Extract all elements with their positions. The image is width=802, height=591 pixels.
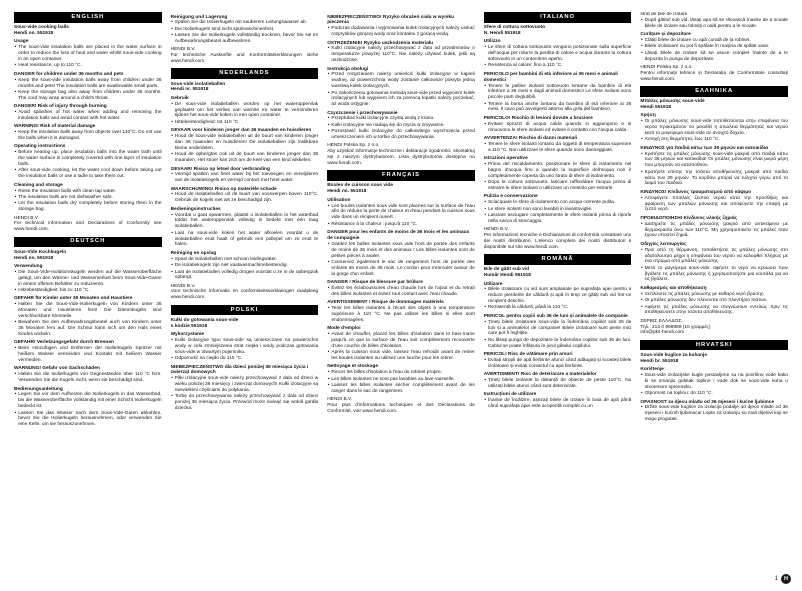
bullet-item: • Podczas dodawania i wyjmowania kulek izolacyjnych należy unikać rozprysków gorącej wody oraz kontaktu z gorącą wodą. xyxy=(327,26,475,38)
bullet-item: • Οι μπάλες μόνωσης δεν πλένονται στο πλυντήριο πιάτων. xyxy=(640,298,788,304)
continued-text: Pour plus d'informations techniques et des Déclarations de Conformité, voir www.hendi.com. xyxy=(327,403,475,414)
language-header: POLSKI xyxy=(171,305,319,316)
paragraph: HENDI Polska Sp. z o.o. xyxy=(640,64,693,70)
bullet-item: • Αφήστε τις μπάλες μόνωσης να στεγνώσουν εντελώς πριν τις αποθηκεύσετε στην τσάντα αποθήκευσης. xyxy=(640,305,788,317)
section-heading: Verwendung xyxy=(14,263,43,269)
bullet-list xyxy=(327,26,475,38)
language-header: NEDERLANDS xyxy=(171,68,319,79)
bullet-list xyxy=(327,370,475,395)
bullet-list xyxy=(327,306,475,324)
bullet-list xyxy=(171,102,319,126)
section-heading: AVERTISMENT! Risc de deteriorare a materialelor xyxy=(483,372,597,378)
bullet-item: • Κρατήστε τις μπάλες μόνωσης sous-vide μακριά από παιδιά κάτω των 36 μηνών και κατοικίδια! Οι μπάλες μόνωσης είναι μικρά μέρη που μπορούν να καταποθούν. xyxy=(640,152,788,170)
bullet-item: • Kulki izolacyjne typu sous-vide są umieszczane na powierzchni wody w celu zmniejszenia strat ciepła i wody podczas gotowania sous-vide w otwartym pojemniku. xyxy=(171,338,319,356)
product-title-line: Sfere di cottura sottovuoto xyxy=(483,25,546,31)
product-title-line: Hendi br. 551918 xyxy=(640,358,679,364)
bullet-item: • Laat de isolatieballen volledig drogen voordat u ze in de opbergzak opbergt. xyxy=(171,270,319,282)
section-heading: Pulizia e conservazione xyxy=(483,194,538,200)
section-heading: DANGER pour les enfants de moins de 36 mois et les animaux de compagnie xyxy=(327,230,470,241)
page-number: 1 xyxy=(774,576,778,582)
bullet-item: • De isolatiekogels zijn niet vaatwasmachinebestendig. xyxy=(171,263,319,269)
section-heading: Bedienungsanleitung xyxy=(14,386,63,392)
section-heading: Utilisation xyxy=(327,197,351,203)
bullet-list xyxy=(14,150,162,180)
bullet-item: • Halten Sie die Sous-Vide-Isolierkugeln von Kindern unter 36 Monaten und Haustieren fern! Die Dämmkugeln sind verschluckbare Kleinteile. xyxy=(14,302,162,320)
bullet-item: • Le sfere di cottura sottovuoto vengono posizionate sulla superficie dell'acqua per ridurre la perdita di calore e acqua durante la cottura sottovuoto in un contenitore aperto. xyxy=(484,45,632,63)
bullet-list xyxy=(484,162,632,192)
bullet-item: • Tenere le sfere isolanti lontano da oggetti di temperatura superiore a 110 °C. Non utilizzare le sfere quando sono danneggiate. xyxy=(484,142,632,154)
bullet-item: • Clătiți bilele de izolare cu apă curată de la robinet. xyxy=(640,38,788,44)
bullet-item: • Piłki izolacyjne sous-vide należy przechowywać z dala od dzieci w wieku poniżej 36 miesięcy i zwierząt domowych! Kulki izolacyjne są niewielkimi częściami do połykania. xyxy=(171,376,319,394)
bullet-item: • After sous-vide cooking, let the water cool down before taking out the insulation balls or use a ladle to take them out. xyxy=(14,168,162,180)
bullet-item: • Μετά το μαγείρεμα sous-vide, αφήστε το νερό να κρυώσει πριν βγάλετε τις μπάλες μόνωσης ή χρησιμοποιήστε μια κουτάλα για να τις βγάλετε. xyxy=(640,266,788,284)
section-heading: Utilizare xyxy=(483,281,503,287)
bullet-item: • Gardez les balles isolantes sous vide hors de portée des enfants de moins de 36 mois et des animaux ! Les billes isolantes sont de petites pièces à avaler. xyxy=(327,242,475,260)
section-heading: Οδηγίες λειτουργίας xyxy=(640,241,687,247)
bullet-item: • Αντοχή στη θερμότητα, έως 110 °C. xyxy=(640,137,788,143)
product-title-line: Sous-vide isolatieballen xyxy=(170,81,226,87)
section-heading: ΠΡΟΕΙΔΟΠΟΙΗΣΗ! Κίνδυνος υλικής ζημιάς xyxy=(640,215,738,221)
bullet-item: • Houd de sous-vide isolatieballen uit de buurt van kinderen jonger dan 36 maanden en huisdieren! De isolatieballen zijn inslikbare kleine onderdelen. xyxy=(171,134,319,152)
product-title-line: Hendi no. 551918 xyxy=(14,30,54,36)
bullet-list xyxy=(484,287,632,311)
bullet-item: • Lassen Sie die Isolierkugeln vollständig trocknen, bevor Sie sie im Aufbewahrungsbeutel aufbewahren. xyxy=(171,33,319,45)
bullet-list xyxy=(14,78,162,102)
bullet-list xyxy=(14,130,162,142)
section-heading: AVERTISSEMENT ! Risque de dommages matériels xyxy=(327,300,444,306)
language-header: ΕΛΛΗΝΙΚΑ xyxy=(640,86,788,97)
bullet-item: • Evitare spruzzi di acqua calda quando si aggiungono e si rimuovono le sfere isolanti ed evitare il contatto con l'acqua calda. xyxy=(484,122,632,134)
bullet-item: • Laat na sous-vide koken het water afkoelen voordat u de isolatieballen eruit haalt of gebruik een pollepel om ze eruit te halen. xyxy=(171,231,319,249)
section-heading: Utilizzo xyxy=(483,39,501,45)
continued-text: Per informazioni tecniche e Dichiarazioni di conformità contattare uno dei nostri distributori. L'elenco completo dei nostri distributori è disponibile sul sito www.hendi.com. xyxy=(483,233,632,250)
bullet-item: • Lasciare asciugare completamente le sfere isolanti prima di riporle nella sacca di stoccaggio. xyxy=(484,213,632,225)
bullet-item: • Lăsați bilele de izolare să se usuce complet înainte de a le depozita în punga de depozitare. xyxy=(640,51,788,63)
bullet-item: • Prima del riscaldamento, posizionare le sfere di isolamento nel bagno d'acqua fino a quando la superficie dell'acqua non è completamente coperta da uno strato di sfere di isolamento. xyxy=(484,162,632,180)
bullet-list xyxy=(171,257,319,282)
bullet-list xyxy=(14,189,162,214)
bullet-list xyxy=(640,119,788,143)
bullet-item: • Nu lăsați punga de depozitare la îndemâna copiilor sub 36 de luni. Cablul se poate înfășura în jurul gâtului copilului. xyxy=(484,338,632,350)
product-title-line: Μπάλες μόνωσης sous-vide xyxy=(640,99,705,105)
section-heading: Χρήση xyxy=(640,113,656,119)
bullet-item: • Pozostawić kulki izolacyjne do całkowitego wyschnięcia przed umieszczeniem ich w torbie do przechowywania. xyxy=(327,129,475,141)
bullet-list xyxy=(171,134,319,164)
bullet-list xyxy=(171,172,319,184)
section-heading: PERICOLO per bambini di età inferiore ai 36 mesi e animali domestici xyxy=(483,71,618,83)
section-heading: OPASNOST za djecu mlađu od 36 mjeseci i kućne ljubimce xyxy=(640,399,775,405)
bullet-item: • Keep the sous-vide insulation balls away from children under 36 months and pets! The insulation balls are swallowable small parts. xyxy=(14,78,162,90)
bullet-item: • Bilele izolatoare nu pot fi spălate în mașina de spălat vase. xyxy=(640,44,788,50)
product-title-line: Bile de gătit sub vid xyxy=(483,267,530,273)
section-heading: Wykorzystanie xyxy=(170,332,205,338)
bullet-item: • Evitați stropii de apă fierbinte atunci când adăugați și scoateți bilele izolatoare și evitați contactul cu apa fierbinte. xyxy=(484,358,632,370)
bullet-item: • Οι μπάλες μόνωσης sous-vide τοποθετούνται στην επιφάνεια του νερού προκειμένου να μειωθεί η απώλεια θερμότητας και νερού κατά το μαγείρεμα sous-vide σε ανοιχτό δοχείο. xyxy=(640,119,788,137)
bullet-list xyxy=(640,196,788,214)
product-title-line: Hendi nr. 551918 xyxy=(170,87,209,93)
bullet-list xyxy=(14,302,162,338)
bullet-item: • Beim Hinzufügen und Entfernen der Isolierkugeln Spritzer mit heißem Wasser vermeiden und Kontakt mit heißem Wasser vermeiden. xyxy=(14,346,162,364)
product-title-line: o kodzie 551918 xyxy=(170,323,208,329)
product-title-line: Sous-Vide Kochkugeln xyxy=(14,249,67,255)
section-heading: GEVAAR voor kinderen jonger dan 36 maanden en huisdieren xyxy=(170,128,312,134)
bullet-item: • Înainte de încălzire, așezați bilele de izolare în baia de apă până când suprafața apei este acoperită complet cu un xyxy=(484,398,632,410)
manual-column xyxy=(640,12,788,575)
product-title-line: Hendi 551918 xyxy=(640,104,672,110)
section-heading: WAARSCHUWING! Risico op materiële schade xyxy=(170,186,277,192)
bullet-item: • Let the insulation balls dry completely before storing them in the storage bag. xyxy=(14,201,162,213)
section-heading: Curățare și depozitare xyxy=(640,32,691,38)
bullet-item: • Otpornost na toplinu: do 110 °C. xyxy=(640,391,788,397)
bullet-item: • Πριν από τη θέρμανση, τοποθετήστε τις μπάλες μόνωσης στο υδατόλουτρο μέχρι η επιφάνεια του νερού να καλυφθεί πλήρως με ένα στρώμα από μπάλες μόνωσης. xyxy=(640,248,788,266)
section-heading: OSTRZEŻENIE! Ryzyko uszkodzenia materiału xyxy=(327,40,434,46)
bullet-item: • Houd de opbergtas ook uit de buurt van kinderen jonger dan 36 maanden. Het snoer kan zich om de keel van een kind wikkelen. xyxy=(171,152,319,164)
bullet-list xyxy=(484,320,632,350)
manual-column xyxy=(484,12,632,575)
bullet-item: • Spoel de isolatieballen met schoon leidingwater. xyxy=(171,257,319,263)
bullet-item: • Die Sous-Vide-Isolationskugeln werden auf die Wasseroberfläche gelegt, um den Wärme- und Wasserverlust beim Sous-Vide-Garen in einem offenen Behälter zu reduzieren. xyxy=(14,270,162,288)
bullet-list xyxy=(327,116,475,141)
section-heading: DANGER! Risk of injury through burning xyxy=(14,104,107,110)
bullet-item: • Le sfere isolanti non sono lavabili in lavastoviglie. xyxy=(484,207,632,213)
bullet-item: • Sous-vide izolacijske kugle postavljene su na površinu vode kako bi se smanjio gubitak topline i vode dok se sous-vide kuha u otvorenom spremniku. xyxy=(640,373,788,391)
section-heading: PERICOL pentru copiii sub 36 de luni și animalele de companie xyxy=(483,313,628,319)
manual-column xyxy=(14,12,162,575)
product-title-line: Număr Hendi 551918 xyxy=(483,273,531,279)
continued-text: Für technische Auskünfte und Konformitätserklärungen siehe www.hendi.com. xyxy=(170,53,319,65)
product-title-line: Boules de cuisson sous vide xyxy=(327,183,394,189)
section-heading: Reiniging en opslag xyxy=(170,250,217,256)
bullet-list xyxy=(327,204,475,228)
section-heading: WARNING! Risk of material damage xyxy=(14,124,96,130)
bullet-item: • Vermijd spatten van heet water bij het toevoegen en verwijderen van de isolatiekogels en vermijd contact met heet water. xyxy=(171,172,319,184)
language-header: ENGLISH xyxy=(14,12,162,23)
bullet-list xyxy=(171,338,319,362)
continued-text: Voor technische informatie en conformiteitsverklaringen raadpleeg www.hendi.com. xyxy=(170,289,319,301)
language-header: FRANÇAIS xyxy=(327,170,475,181)
bullet-item: • Tenere le palline isolanti sottovuoto lontane da bambini di età inferiore a 36 mesi e dagli animali domestici! Le sfere isolanti sono piccole parti deglutibili. xyxy=(484,84,632,102)
bullet-item: • Résistance à la chaleur : jusqu'à 110 °C. xyxy=(327,222,475,228)
section-heading: Reinigung und Lagerung xyxy=(170,14,228,20)
bullet-item: • Țineți bilele izolatoare sous-vide la îndemâna copiilor sub 36 de luni și a animalelor de companie! Bilele izolatoare sunt piese mici care pot fi înghițite. xyxy=(484,320,632,338)
section-heading: Bedieningsinstructies xyxy=(170,206,221,212)
paragraph: HENDI B.V. xyxy=(483,227,509,233)
bullet-item: • Κρατήστε επίσης την τσάντα αποθήκευσης μακριά από παιδιά κάτω των 36 μηνών. Το κορδόνι μπορεί να τυλιχτεί γύρω από το λαιμό του παιδιού. xyxy=(640,170,788,188)
bullet-item: • Țineți bilele izolante la distanță de obiecte de peste 110°C. Nu utilizați bilele atunci când sunt deteriorate. xyxy=(484,378,632,390)
bullet-list xyxy=(171,376,319,412)
page-footer xyxy=(775,574,791,584)
bullet-item: • Die Isolierkugeln sind nicht spülmaschinenfest. xyxy=(171,27,319,33)
bullet-list xyxy=(171,213,319,249)
bullet-item: • Voordat u gaat opwarmen, plaatst u isolatieballen in het waterbad totdat het wateroppervlak volledig is bedekt met één laag isolatieballen. xyxy=(171,213,319,231)
bullet-item: • Avoid splashes of hot water when adding and removing the insulation balls and avoid contact with hot water. xyxy=(14,110,162,122)
section-heading: Czyszczenie i przechowywanie xyxy=(327,110,398,116)
bullet-item: • Hittebestendigheid: tot 110 °C. xyxy=(171,120,319,126)
bullet-list xyxy=(640,222,788,240)
section-heading: NIEBEZPIECZEŃSTWO! Ryzyko obrażeń ciała w wyniku pieczenia xyxy=(327,14,455,26)
manual-column xyxy=(327,12,475,575)
bullet-list xyxy=(640,292,788,317)
section-heading: PERICOLO! Rischio di lesioni dovute a bruciore xyxy=(483,115,593,121)
continued-text: Pentru informații tehnice și Declarația de Conformitate consultați www.hendi.com. xyxy=(640,70,788,82)
bullet-item: • Les billes isolantes ne sont pas lavables au lave-vaisselle. xyxy=(327,377,475,383)
bullet-item: • Po zakończeniu gotowania metodą sous-vide przed wyjęciem kulek izolacyjnych lub wyjęciem ich za pomocą łopatki należy poczekać, aż woda ostygnie. xyxy=(327,91,475,109)
bullet-item: • Avant de chauffer, placez les billes d'isolation dans le bain-marie jusqu'à ce que la surface de l'eau soit complètement recouverte d'une couche de billes d'isolation. xyxy=(327,332,475,350)
manual-column xyxy=(171,12,319,575)
paragraph: HENDI B.V. xyxy=(14,215,39,221)
bullet-item: • Tenir les billes isolantes à l'écart des objets à une température supérieure à 110 °C. Ne pas utiliser les billes si elles sont endommagées. xyxy=(327,306,475,324)
section-heading: NIEBEZPIECZEŃSTWO dla dzieci poniżej 36 miesiąca życia i zwierząt domowych xyxy=(170,364,309,376)
section-heading: Cleaning and storage xyxy=(14,182,63,188)
bullet-list xyxy=(327,46,475,64)
bullet-item: • Legen Sie vor dem Aufheizen die Isolierkugeln in das Wasserbad, bis die Wasseroberfläche vollständig mit einer Schicht Isolierkugeln bedeckt ist. xyxy=(14,392,162,410)
section-heading: DANGER ! Risque de blessure par brûlure xyxy=(327,280,423,286)
bullet-list xyxy=(484,358,632,370)
section-heading: ΚΙΝΔΥΝΟΣ για παιδιά κάτω των 36 μηνών και κατοικίδια xyxy=(640,145,769,151)
bullet-list xyxy=(14,372,162,384)
product-title-line: Hendi no. 551918 xyxy=(14,255,54,261)
product-title-line: Kulki do gotowania sous-vide xyxy=(170,317,239,323)
bullet-item: • Hitzebeständigkeit: bis zu 110 °C. xyxy=(14,288,162,294)
bullet-list xyxy=(484,45,632,69)
bullet-list xyxy=(171,192,319,204)
section-heading: Usage xyxy=(14,39,29,45)
bullet-item: • Spülen Sie die Isolierkugeln mit sauberem Leitungswasser ab. xyxy=(171,20,319,26)
section-heading: Istruzioni operative xyxy=(483,156,528,162)
bullet-list xyxy=(640,405,788,423)
section-heading: GEFAHR für Kinder unter 36 Monaten und Haustiere xyxy=(14,296,133,302)
bullet-list xyxy=(640,373,788,397)
bullet-list xyxy=(640,38,788,63)
bullet-list xyxy=(484,378,632,390)
section-heading: Gebruik xyxy=(170,95,189,101)
section-heading: DANGER for children under 36 months and pets xyxy=(14,71,124,77)
bullet-item: • Przed rozgrzaniem należy umieścić kulki izolacyjne w kąpieli wodnej, aż powierzchnia wody zostanie całkowicie pokryta jedną warstwą kulek izolacyjnych. xyxy=(327,72,475,90)
bullet-list xyxy=(484,142,632,154)
bullet-item: • Rincer les billes d'isolation à l'eau du robinet propre. xyxy=(327,370,475,376)
bullet-item: • Keep the storage bag also away from children under 36 months. The cord may wrap around a child's throat. xyxy=(14,90,162,102)
section-heading: ΚΙΝΔΥΝΟΣ! Κίνδυνος τραυματισμού από κάψιμο xyxy=(640,189,752,195)
bullet-list xyxy=(327,332,475,362)
bullet-item: • Before heating up, place insulation balls into the water bath until the water surface is completely covered with one layer of insulation balls. xyxy=(14,150,162,168)
product-title-line: Hendi no. 551918 xyxy=(327,189,367,195)
bullet-list xyxy=(14,45,162,69)
bullet-item: • Αποφύγετε πιτσιλιές ζεστού νερού κατά την προσθήκη και αφαίρεση των μπαλών μόνωσης και αποφύγετε την επαφή με ζεστό νερό. xyxy=(640,196,788,214)
bullet-list xyxy=(14,270,162,294)
bullet-item: • Torbę do przechowywania należy przechowywać z dala od dzieci poniżej 36 miesiąca życia. Przewód może owinąć się wokół gardła dziecka. xyxy=(171,394,319,412)
bullet-list xyxy=(640,18,788,30)
bullet-item: • Tenere la borsa anche lontano da bambini di età inferiore ai 36 mesi. Il cavo può avvolgersi attorno alla gola del bambino. xyxy=(484,102,632,114)
bullet-item: • Kulki izolacyjne nie nadają się do mycia w zmywarce. xyxy=(327,123,475,129)
language-header: DEUTSCH xyxy=(14,237,162,248)
bullet-item: • De sous-vide isolatieballen worden op het wateroppervlak geplaatst om het verlies van warmte en water te verminderen tijdens het sous-vide koken in een open container. xyxy=(171,102,319,120)
continued-text: strat de bile de izolare. xyxy=(640,12,689,17)
bullet-item: • Conservez également le sac de rangement hors de portée des enfants de moins de 36 mois. Le cordon peut s'enrouler autour de la gorge d'un enfant. xyxy=(327,260,475,278)
bullet-item: • Držite sous-vide kuglice za izolaciju podalje od djece mlađe od 36 mjeseci i kućnih ljubimaca! Lopte za izolaciju su mali dijelovi koji se mogu progutati. xyxy=(640,405,788,423)
section-heading: Instrukcja obsługi xyxy=(327,66,369,72)
bullet-list xyxy=(171,20,319,45)
product-title-line: N. Hendi 551918 xyxy=(483,30,521,36)
paragraph: HENDI Polska Sp. z o.o. xyxy=(327,143,380,149)
section-heading: Korištenje xyxy=(640,367,664,373)
product-title-line: Sous-vide cooking balls xyxy=(14,25,69,31)
paragraph: HENDI B.V. xyxy=(170,283,196,289)
section-heading: Καθαρισμός και αποθήκευση xyxy=(640,285,707,291)
section-heading: WARNUNG! Gefahr von Sachschäden xyxy=(14,366,100,372)
language-header: HRVATSKI xyxy=(640,340,788,351)
bullet-item: • Houd de isolatieballen uit de buurt van voorwerpen boven 110°C. Gebruik de kogels niet als ze beschadigd zijn. xyxy=(171,192,319,204)
bullet-list xyxy=(640,248,788,284)
section-heading: GEFAHR! Verletzungsgefahr durch Brennen xyxy=(14,340,114,346)
bullet-list xyxy=(14,346,162,364)
paragraph: HENDI B.V. xyxy=(170,47,196,53)
bullet-list xyxy=(327,286,475,298)
continued-text: For technical information and Declarations of Conformity see www.hendi.com. xyxy=(14,221,162,233)
bullet-item: • Bewahren Sie den Aufbewahrungsbeutel auch von Kindern unter 36 Monaten fern auf. Die Schnur kann sich um den Hals eines Kindes wickeln. xyxy=(14,320,162,338)
continued-text: Τηλ.: 213 0 998989 (10 γραμμές) xyxy=(640,324,711,330)
bullet-item: • Sciacquare le sfere di isolamento con acqua corrente pulita. xyxy=(484,200,632,206)
hendi-logo-icon: H xyxy=(781,574,791,584)
bullet-item: • Après la cuisson sous vide, laissez l'eau refroidir avant de retirer les boules isolantes ou utilisez une louche pour les retirer. xyxy=(327,350,475,362)
bullet-item: • Bilele izolatoare cu vid sunt amplasate pe suprafața apei pentru a reduce pierderile de căldură și apă în timp ce gătiți sub vid într-un recipient deschis. xyxy=(484,287,632,305)
section-heading: Nettoyage et stockage xyxy=(327,364,379,370)
language-header: ROMÂNĂ xyxy=(484,254,632,265)
paragraph: HENDI B.V. xyxy=(327,397,353,403)
bullet-item: • Kulki izolacyjne należy przechowywać z dala od przedmiotów o temperaturze powyżej 110°C. Nie należy używać kulek, jeśli są uszkodzone. xyxy=(327,46,475,64)
bullet-list xyxy=(484,84,632,114)
product-title-line: Sous-vide kuglice za kuhanje xyxy=(640,352,708,358)
section-heading: Operating instructions xyxy=(14,144,66,150)
bullet-list xyxy=(640,152,788,188)
manual-columns xyxy=(14,12,788,575)
bullet-item: • Heat resistance, up to 110 °C. xyxy=(14,63,162,69)
continued-text: Aby uzyskać informacje techniczne i deklaracje zgodności, skontaktuj się z naszym dystrybutorem. Lista dystrybutorów dostępna na www.hendi.com. xyxy=(327,149,475,166)
bullet-item: • Keep the insulation balls away from objects over 110°C. Do not use the balls when it is damaged. xyxy=(14,130,162,142)
bullet-item: • The sous-vide insulation balls are placed in the water surface in order to reduce the loss of heat and water whilst sous-vide cooking in an open container. xyxy=(14,45,162,63)
section-heading: Mode d'emploi xyxy=(327,326,361,332)
bullet-item: • Odporność na ciepło do 110 °C. xyxy=(171,356,319,362)
section-heading: AVVERTENZA! Rischio di danni materiali xyxy=(483,136,577,142)
bullet-item: • Évitez les éclaboussures d'eau chaude lors de l'ajout et du retrait des billes isolantes et évitez tout contact avec l'eau chaude. xyxy=(327,286,475,298)
bullet-list xyxy=(327,242,475,278)
bullet-item: • Ξεπλύνετε τις μπάλες μόνωσης με καθαρό νερό βρύσης. xyxy=(640,292,788,298)
bullet-list xyxy=(484,398,632,410)
bullet-list xyxy=(484,200,632,225)
continued-text: info@pks-hendi.com xyxy=(640,330,685,336)
bullet-item: • Rinse the insulation balls with clean tap water. xyxy=(14,189,162,195)
bullet-list xyxy=(14,392,162,428)
bullet-item: • Lassen Sie das Wasser nach dem Sous-Vide-Garen abkühlen, bevor Sie die Isolierkugeln herausnehmen, oder verwenden Sie eine Kelle, um sie herauszunehmen. xyxy=(14,411,162,429)
bullet-item: • Resistenza al calore: fino a 110 °C. xyxy=(484,63,632,69)
bullet-item: • Halten Sie die Isolierkugeln von Gegenständen über 110 °C fern. Verwenden Sie die Kugeln nicht, wenn sie beschädigt sind. xyxy=(14,372,162,384)
bullet-item: • Dopo la cottura sottovuoto, lasciare raffreddare l'acqua prima di estrarre le sfere isolanti o utilizzare un mestolo per estrarle. xyxy=(484,180,632,192)
bullet-list xyxy=(484,122,632,134)
bullet-item: • Laissez les billes isolantes sécher complètement avant de les ranger dans le sac de rangement. xyxy=(327,383,475,395)
bullet-item: • Przepłukać kulki izolacyjne czystą wodą z kranu. xyxy=(327,116,475,122)
bullet-item: • Rezistență la căldură, până la 110 °C. xyxy=(484,305,632,311)
bullet-list xyxy=(327,72,475,108)
section-heading: PERICOL! Risc de vătămare prin arsuri xyxy=(483,352,573,358)
bullet-item: • The insulation balls are not dishwasher safe. xyxy=(14,195,162,201)
section-heading: GEVAAR! Risico op letsel door verbranding xyxy=(170,166,270,172)
bullet-list xyxy=(14,110,162,122)
paragraph: ΣΕΡΒΙΣ ΕΛΛΑΔΟΣ: xyxy=(640,318,683,324)
bullet-item: • Διατηρείτε τις μπάλες μόνωσης μακριά από αντικείμενα με θερμοκρασία άνω των 110°C. Μη χρησιμοποιείτε τις μπάλες όταν έχουν υποστεί ζημιά. xyxy=(640,222,788,240)
bullet-item: • După gătitul sub vid, lăsați apa să se răcească înainte de a scoate bilele de izolare sau folosiți o oală pentru a le scoate. xyxy=(640,18,788,30)
language-header: ITALIANO xyxy=(484,12,632,23)
section-heading: Instrucțiuni de utilizare xyxy=(483,392,537,398)
bullet-item: • Les boules isolantes sous vide sont placées sur la surface de l'eau afin de réduire la perte de chaleur et d'eau pendant la cuisson sous vide dans un récipient ouvert. xyxy=(327,204,475,222)
